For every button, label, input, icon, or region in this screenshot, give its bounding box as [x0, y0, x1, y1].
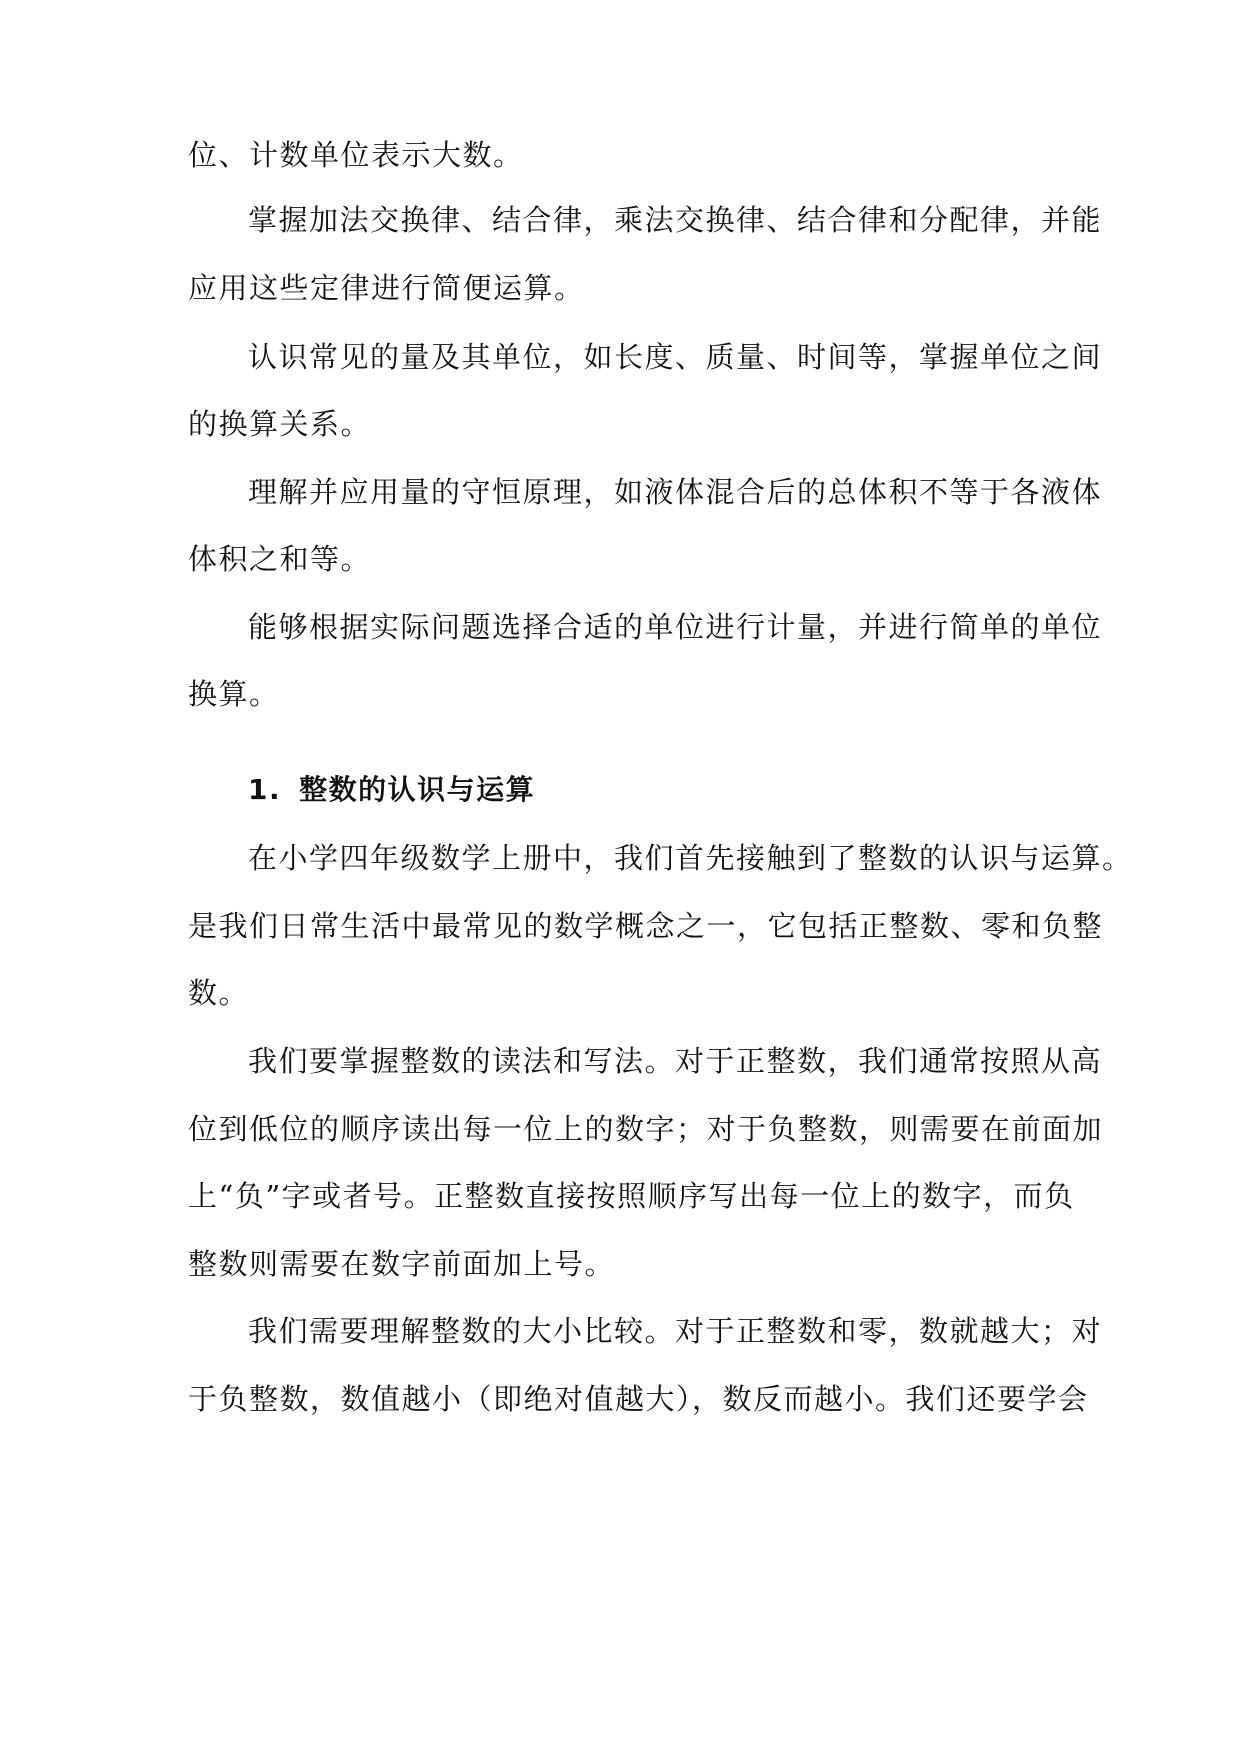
paragraph-line: 整数则需要在数字前面加上号。: [188, 1247, 616, 1281]
section-heading: [248, 770, 1068, 810]
paragraph-line: 是我们日常生活中最常见的数学概念之一，它包括正整数、零和负整: [188, 909, 1104, 943]
paragraph-line: 理解并应用量的守恒原理，如液体混合后的总体积不等于各液体: [248, 475, 1103, 509]
paragraph-line: 于负整数，数值越小（即绝对值越大），数反而越小。我们还要学会: [188, 1382, 1089, 1416]
paragraph-line: 的换算关系。: [188, 407, 372, 441]
section-number: 1.: [248, 773, 282, 806]
paragraph-line: 掌握加法交换律、结合律，乘法交换律、结合律和分配律，并能: [248, 203, 1103, 237]
paragraph-line: 位到低位的顺序读出每一位上的数字；对于负整数，则需要在前面加: [188, 1112, 1104, 1146]
paragraph-line: 数。: [188, 976, 250, 1010]
paragraph-line: 应用这些定律进行简便运算。: [188, 271, 585, 305]
paragraph-line: 我们要掌握整数的读法和写法。对于正整数，我们通常按照从高: [248, 1044, 1103, 1078]
paragraph-line: 在小学四年级数学上册中，我们首先接触到了整数的认识与运算。: [248, 841, 1133, 875]
paragraph-line: 上“负”字或者号。正整数直接按照顺序写出每一位上的数字，而负: [188, 1179, 1075, 1213]
paragraph-line: 我们需要理解整数的大小比较。对于正整数和零，数就越大；对: [248, 1314, 1103, 1348]
paragraph-line: 换算。: [188, 677, 280, 711]
paragraph-line: 位、计数单位表示大数。: [188, 138, 524, 172]
paragraph-line: 认识常见的量及其单位，如长度、质量、时间等，掌握单位之间: [248, 340, 1103, 374]
paragraph-line: 体积之和等。: [188, 542, 372, 576]
paragraph-line: 能够根据实际问题选择合适的单位进行计量，并进行简单的单位: [248, 610, 1103, 644]
section-title: 整数的认识与运算: [299, 773, 536, 806]
